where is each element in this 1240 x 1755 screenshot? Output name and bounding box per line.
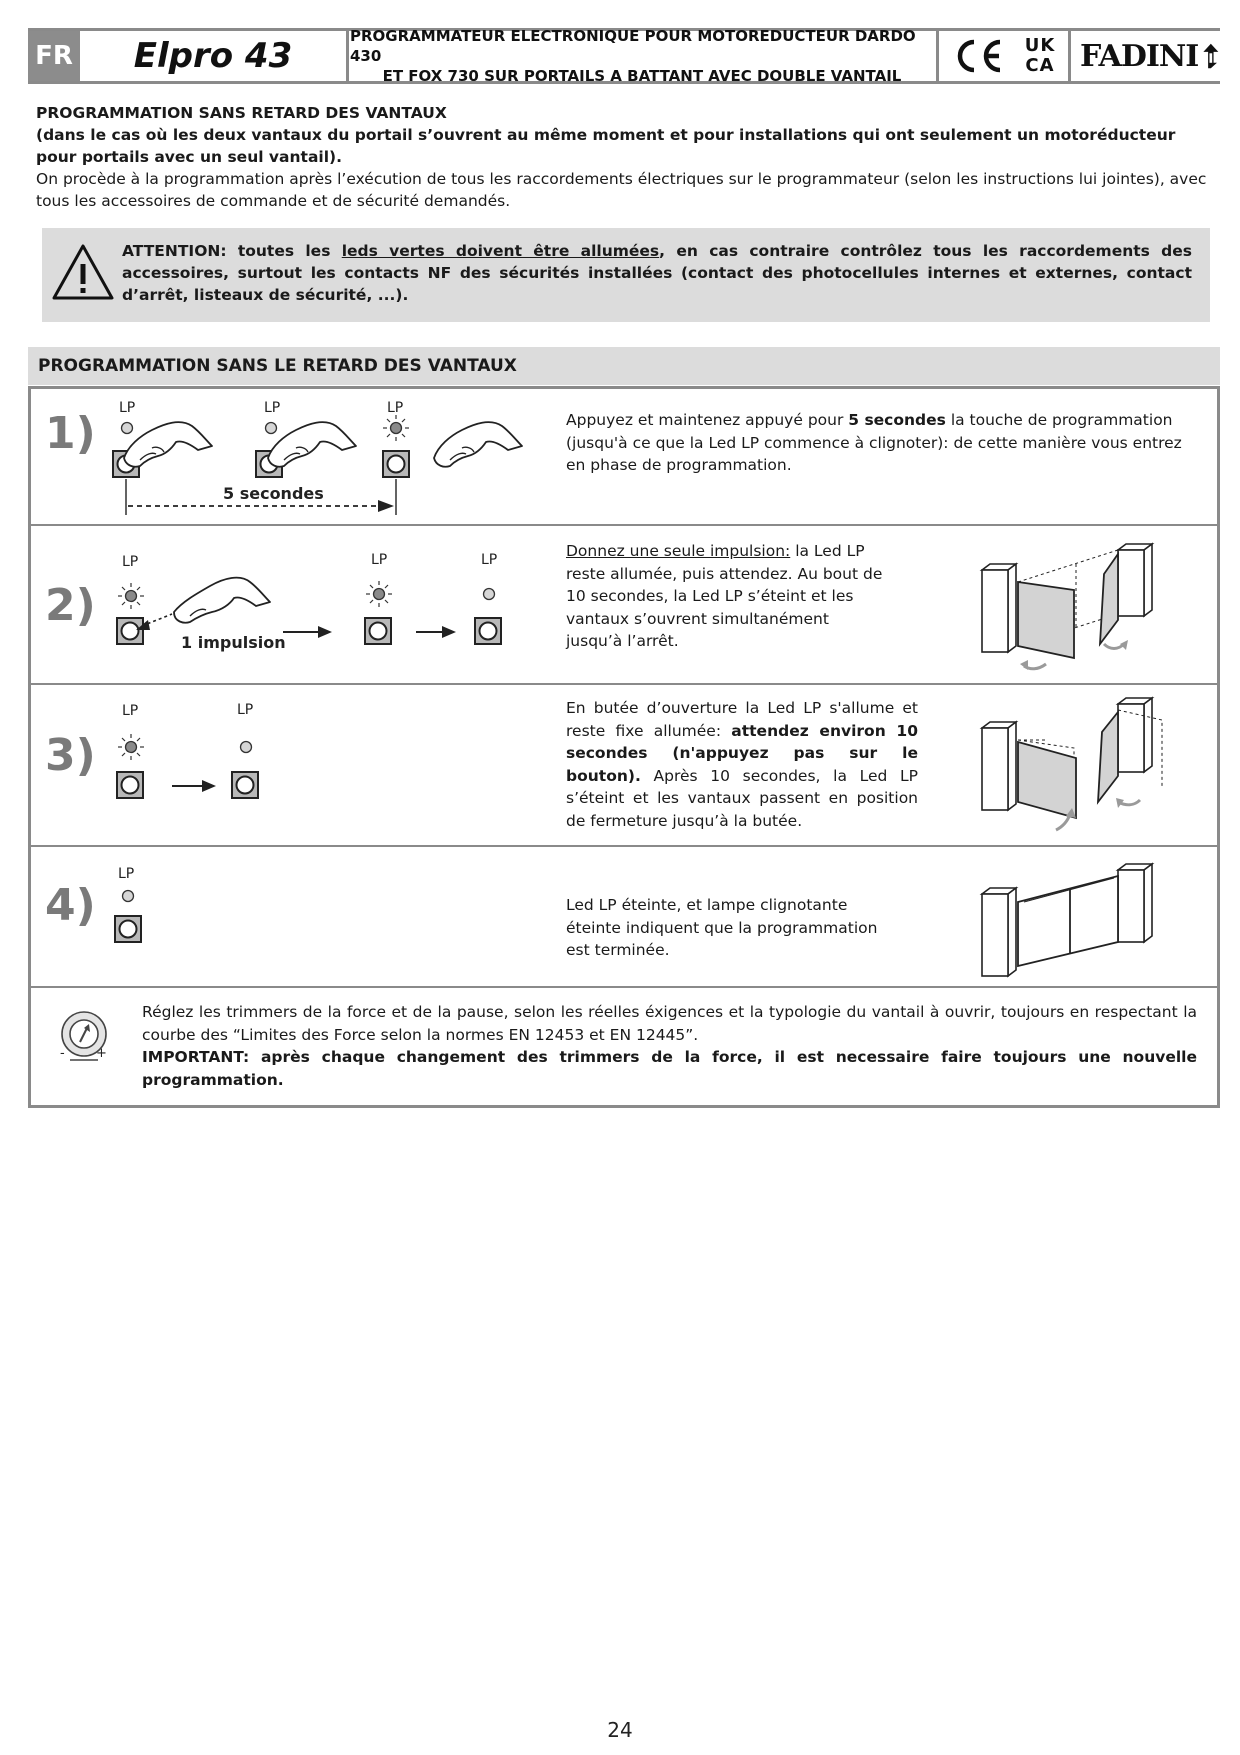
step1-duration-label: 5 secondes (223, 484, 324, 503)
led-label: LP (387, 400, 404, 416)
row-separator (28, 986, 1220, 988)
step2-text-rest: la Led LP reste allumée, puis attendez. Au bout de 10 secondes, la Led LP s’éteint et les vantaux s’ouvrent simultanément jusqu’à l’arrêt. (566, 542, 883, 650)
step3-text (566, 697, 918, 832)
trimmer-plus-label: + (96, 1046, 107, 1061)
attention-lead: ATTENTION: toutes les (122, 242, 342, 260)
step1-text-bold: 5 secondes (848, 411, 946, 429)
step3-text-bold: attendez environ 10 secondes (n'appuyez pas sur le bouton). (566, 721, 918, 785)
step2-impulse-label: 1 impulsion (181, 633, 286, 652)
ukca-mark (1016, 33, 1064, 79)
intro-body: On procède à la programmation après l’exécution de tous les raccordements électriques sur le programmateur (selon les instructions lui jointes), avec tous les accessoires de commande et de sécurité demandés. (36, 170, 1207, 210)
step4-text: Led LP éteinte, et lampe clignotante éteinte indiquent que la programmation est terminée. (566, 896, 878, 959)
trimmer-note (142, 1001, 1197, 1091)
ukca-line1: UK (1024, 35, 1056, 56)
step1-text-a: Appuyez et maintenez appuyé pour (566, 411, 849, 429)
led-label: LP (118, 866, 135, 882)
brand-logo (1080, 33, 1220, 79)
led-label: LP (371, 552, 388, 568)
step3-text-a: En butée d’ouverture la Led LP s'allume et reste fixe allumée: (566, 699, 918, 740)
brand-arrow-icon (1202, 36, 1220, 76)
header-divider (1068, 31, 1071, 81)
attention-rest: , en cas contraire contrôlez tous les raccordements des accessoires, surtout les contacts NF des sécurités installées (contact des photocellules internes et externes, contact d’arrêt, listeaux de sécurité, ...). (122, 242, 1193, 304)
step3-figure (100, 712, 270, 808)
header-divider (936, 31, 939, 81)
step-number: 3) (45, 730, 96, 781)
product-description-line2: ET FOX 730 SUR PORTAILS A BATTANT AVEC DOUBLE VANTAIL (382, 67, 902, 85)
step2-text-underlined: Donnez une seule impulsion: (566, 542, 791, 560)
section-title: PROGRAMMATION SANS LE RETARD DES VANTAUX (28, 347, 1220, 385)
step3-text-c: Après 10 secondes, la Led LP s’éteint et les vantaux passent en position de fermeture jusqu’à la butée. (566, 766, 918, 830)
row-separator (28, 524, 1220, 526)
intro-title: PROGRAMMATION SANS RETARD DES VANTAUX (36, 104, 447, 122)
row-separator (28, 683, 1220, 685)
model-name: Elpro 43 (133, 36, 293, 76)
ukca-line2: CA (1025, 55, 1055, 76)
attention-text (122, 240, 1192, 306)
ce-mark-icon (948, 33, 1008, 79)
attention-underlined: leds vertes doivent être allumées (341, 242, 660, 260)
intro-block (36, 102, 1211, 212)
led-label: LP (122, 554, 139, 570)
trimmer-minus-label: - (60, 1046, 65, 1061)
product-description (350, 27, 934, 85)
language-badge: FR (28, 31, 80, 81)
step1-figure (100, 400, 560, 520)
step2-figure (100, 560, 520, 660)
step-number: 1) (45, 408, 96, 459)
led-label: LP (122, 703, 139, 719)
step4-figure (100, 876, 160, 952)
led-label: LP (119, 400, 136, 416)
led-label: LP (481, 552, 498, 568)
attention-box (42, 228, 1210, 322)
gate-opening-figure (976, 536, 1176, 682)
step2-text (566, 540, 886, 653)
step-number: 2) (45, 580, 96, 631)
product-description-line1: PROGRAMMATEUR ELECTRONIQUE POUR MOTOREDUCTEUR DARDO 430 (350, 27, 916, 65)
step-number: 4) (45, 880, 96, 931)
gate-closing-figure (976, 690, 1176, 840)
trimmer-note-important: IMPORTANT: après chaque changement des trimmers de la force, il est necessaire faire toujours une nouvelle programmation. (142, 1048, 1197, 1089)
step1-text-c: la touche de programmation (jusqu'à ce que la Led LP commence à clignoter): de cette manière vous entrez en phase de programmation. (566, 411, 1182, 474)
document-header (28, 28, 1220, 84)
row-separator (28, 845, 1220, 847)
intro-subtitle: (dans le cas où les deux vantaux du portail s’ouvrent au même moment et pour installations qui ont seulement un motoréducteur pour portails avec un seul vantail). (36, 126, 1176, 166)
led-label: LP (264, 400, 281, 416)
header-divider (346, 31, 349, 81)
trimmer-note-text: Réglez les trimmers de la force et de la pause, selon les réelles éxigences et la typologie du vantail à ouvrir, toujours en respectant la courbe des “Limites des Force selon la normes EN 12453 et EN 12445”. (142, 1003, 1197, 1044)
warning-icon (50, 240, 116, 306)
gate-closed-figure (976, 856, 1176, 982)
led-label: LP (237, 702, 254, 718)
brand-logo-text: FADINI (1080, 38, 1199, 74)
page-number: 24 (607, 1718, 633, 1742)
step1-text (566, 409, 1182, 477)
